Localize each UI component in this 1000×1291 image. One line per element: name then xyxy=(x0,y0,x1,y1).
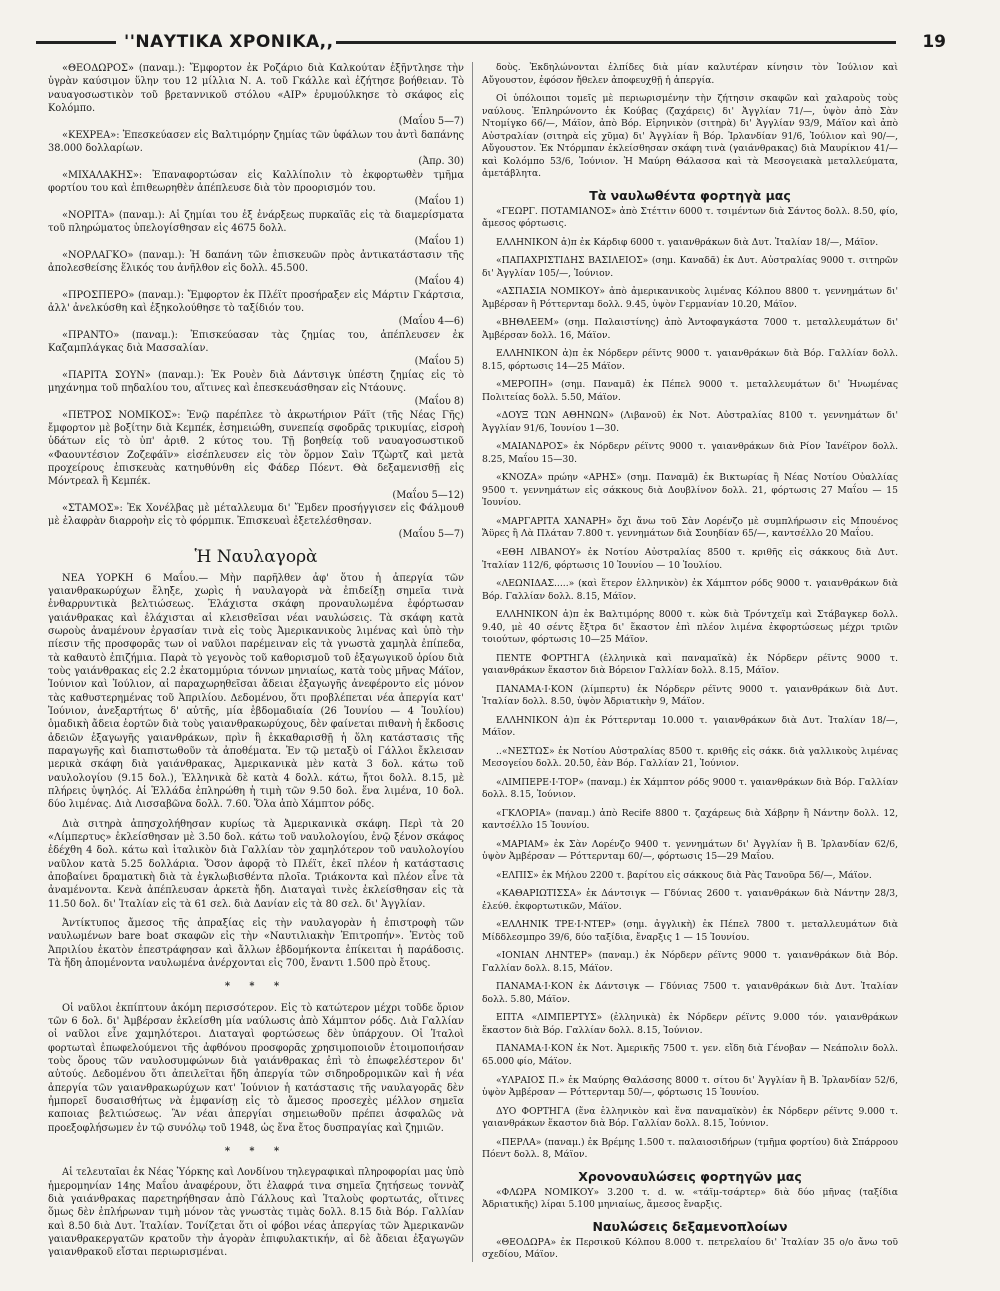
charter-item: ΔΥΟ ΦΟΡΤΗΓΑ (ἕνα ἑλληνικὸν καὶ ἕνα παναμαϊκὸν) ἐκ Νόρδερν ρέϊντς 9.000 τ. γαιανθράκων ἕκαστον διὰ Βόρ. Γαλλίαν δολλ. 8.15, Ἰούνιον. xyxy=(482,1105,898,1130)
charter-item: «ΓΚΛΟΡΙΑ» (παναμ.) ἀπὸ Recife 8800 τ. ζαχάρεως διὰ Χάβρην ἢ Νάντην δολλ. 12, καντσέλλο 15 Ἰουνίου. xyxy=(482,807,898,832)
charter-item: «ΜΑΙΑΝΔΡΟΣ» ἐκ Νόρδερν ρέϊντς 9000 τ. γαιανθράκων διὰ Ρίον Ἰανέϊρον δολλ. 8.25, Μαΐου 15—30. xyxy=(482,441,898,465)
tanker-charters-heading: Ναυλώσεις δεξαμενοπλοίων xyxy=(592,1218,788,1234)
incident-date: (Μαΐου 5) xyxy=(414,356,464,368)
masthead-rule-right xyxy=(336,41,896,44)
charter-item: «ΚΑΘΑΡΙΩΤΙΣΣΑ» ἐκ Δάντσιγκ — Γδύνιας 2600 τ. γαιανθράκων διὰ Νάντην 28/3, ἐλεύθ. ἐκφορτωτικῶν, Μάϊον. xyxy=(482,888,898,912)
left-column xyxy=(48,62,464,1266)
charter-item: ΕΛΛΗΝΙΚΟΝ ἀ)π ἐκ Κάρδιφ 6000 τ. γαιανθράκων διὰ Δυτ. Ἰταλίαν 18/—, Μάϊον. xyxy=(496,236,879,248)
charter-item: «ΜΕΡΟΠΗ» (σημ. Παναμᾶ) ἐκ Πέπελ 9000 τ. μεταλλευμάτων δι' Ἡνωμένας Πολιτείας δολλ. 5.50, Μάϊον. xyxy=(482,379,898,403)
masthead xyxy=(36,32,946,54)
incident-date: (Μαΐου 8) xyxy=(414,396,464,408)
incident-date: (Μαΐου 1) xyxy=(414,236,464,248)
article-paragraph: Οἱ ὑπόλοιποι τομεῖς μὲ περιωρισμένην τὴν ζήτησιν σκαφῶν καὶ χαλαροὺς τοὺς ναύλους. Ἐπληρώνοντο ἐκ Κούβας (ζαχάρεις) δι' Ἀγγλίαν 71/—, ὑψὸν ἀπὸ Σὰν Ντομίγκο 66/—, Μάϊον, ἀπὸ Βόρ. Εἰρηνικὸν (σιτηρὰ) δι' Ἀγγλίαν 93/9, Μάϊον καὶ ἀπὸ Αὐστραλίαν (σιτηρὰ εἰς χῦμα) δι' Ἀγγλίαν ἢ Βόρ. Ἰρλανδίαν 91/6, Ἰούλιον καὶ 90/—, Αὔγουστον. Ἐκ Ντόρμπαν ἐκλείσθησαν σκάφη τινὰ (γαιάνθρακας) διὰ Μαυρίκιον 41/— καὶ Κολόμπο 53/6, Ἰούνιον. Ἡ Μαύρη Θάλασσα καὶ τὰ Μεσογειακὰ μεταλλεύματα, ἀμετάβλητα. xyxy=(482,93,898,180)
column-divider xyxy=(472,62,473,1262)
charter-item: ΕΛΛΗΝΙΚΟΝ ἀ)π ἐκ Βαλτιμόρης 8000 τ. κὼκ διὰ Τρόντχεϊμ καὶ Στάβαγκερ δολλ. 9.40, μὲ 40 σέντς ἔξτρα δι' ἕκαστον ἐπὶ πλέον λιμένα ἐκφορτώσεως μέχρι τριῶν τοιούτων, φόρτωσις 10—25 Μάϊον. xyxy=(482,609,898,646)
charter-item: «ΓΕΩΡΓ. ΠΟΤΑΜΙΑΝΟΣ» ἀπὸ Στέττιν 6000 τ. τσιμέντων διὰ Σάντος δολλ. 8.50, φίο, ἄμεσος φόρτωσις. xyxy=(482,205,898,230)
charter-item: ΕΛΛΗΝΙΚΟΝ ἀ)π ἐκ Νόρδερν ρέϊντς 9000 τ. γαιανθράκων διὰ Βόρ. Γαλλίαν δολλ. 8.15, φόρτωσις 14—25 Μάϊον. xyxy=(482,348,898,372)
time-charters-heading: Χρονοναυλώσεις φορτηγῶν μας xyxy=(578,1168,802,1184)
incident-date: (Μαΐου 4) xyxy=(414,276,464,288)
market-continuation xyxy=(482,62,898,181)
charter-item: «ΚΝΟΖΑ» πρώην «ΑΡΗΣ» (σημ. Παναμᾶ) ἐκ Βικτωρίας ἢ Νέας Νοτίου Οὐαλλίας 9500 τ. γεννημάτων εἰς σάκκους διὰ Δουβλίνον δολλ. 21, φόρτωσις 27 Μαΐου — 15 Ἰουνίου. xyxy=(482,472,898,509)
charter-item: ..«ΝΕΣΤΩΣ» ἐκ Νοτίου Αὐστραλίας 8500 τ. κριθῆς εἰς σάκκ. διὰ γαλλικοὺς λιμένας Μεσογείου δολλ. 20.50, ἐὰν Βόρ. Γαλλίαν 21, Ἰούνιον. xyxy=(482,745,898,770)
charter-item: ΕΛΛΗΝΙΚΟΝ ἀ)π ἐκ Ρόττερνταμ 10.000 τ. γαιανθράκων διὰ Δυτ. Ἰταλίαν 18/—, Μάϊον. xyxy=(482,714,898,739)
ship-incidents-list xyxy=(48,62,464,542)
incident-entry xyxy=(48,289,464,329)
charter-item: «ΛΕΩΝΙΔΑΣ.....» (καὶ ἕτερον ἑλληνικὸν) ἐκ Χάμπτον ρόδς 9000 τ. γαιανθράκων διὰ Βόρ. Γαλλίαν δολλ. 8.15, Μάϊον. xyxy=(482,578,898,602)
naulagora-article-continued xyxy=(48,1002,464,1135)
masthead-rule-left xyxy=(36,41,116,44)
incident-date: (Μαΐου 1) xyxy=(414,196,464,208)
charter-item: ΠΑΝΑΜΑ·Ι·ΚΟΝ ἐκ Δάντσιγκ — Γδύνιας 7500 τ. γαιανθράκων διὰ Δυτ. Ἰταλίαν δολλ. 5.80, Μάϊον. xyxy=(482,981,898,1005)
article-paragraph: Διὰ σιτηρὰ ἀπησχολήθησαν κυρίως τὰ Ἀμερικανικὰ σκάφη. Περὶ τὰ 20 «Λίμπερτυς» ἐκλείσθησαν μὲ 3.50 δολ. κάτω τοῦ ναυλολογίου, ἐνῷ ξένον σκάφος ἐδέχθη 4 δολ. κάτω καὶ ἰταλικὸν διὰ Γαλλίαν τὸν χαμηλότερον τοῦ ναυλολογίου ναῦλον κατὰ 5.25 δολλάρια. Ὅσον ἀφορᾷ τὸ Πλέϊτ, ἐκεῖ πλέον ἡ κατάστασις ἀποβαίνει δραματικὴ διὰ τὰ ἐγκλωβισθέντα πλοῖα. Τριάκοντα καὶ πλέον εἶνε τὰ ἀναμένοντα. Κενὰ ἀπέπλευσαν ἀρκετὰ ἤδη. Διαταγαὶ τινὲς ἐκλείσθησαν εἰς τὰ 11.50 δολ. δι' Ἰταλίαν εἰς τὰ 61 σελ. διὰ Δανίαν εἰς τὰ 80 σελ. δι' Ἀγγλίαν. xyxy=(48,818,464,910)
charter-item: ΠΕΝΤΕ ΦΟΡΤΗΓΑ (ἑλληνικὰ καὶ παναμαϊκὰ) ἐκ Νόρδερν ρέϊντς 9000 τ. γαιανθράκων ἕκαστον διὰ Βόρειον Γαλλίαν δολλ. 8.15, Μάϊον. xyxy=(482,652,898,677)
incident-date: (Μαΐου 5—7) xyxy=(398,116,464,128)
publication-title: ''ΝΑΥΤΙΚΑ ΧΡΟΝΙΚΑ,, xyxy=(124,32,334,52)
incident-entry xyxy=(48,369,464,409)
incident-text: «ΠΡΑΝΤΟ» (παναμ.): Ἐπισκεύασαν τὰς ζημίας του, ἀπέπλευσεν ἐκ Καζαμπλάγκας διὰ Μασσαλίαν. xyxy=(48,329,464,354)
incident-text: «ΝΟΡΛΑΓΚΟ» (παναμ.): Ἡ δαπάνη τῶν ἐπισκευῶν πρὸς ἀντικατάστασιν τῆς ἀπολεσθείσης ἕλικός του ἀνῆλθον εἰς δολλ. 45.500. xyxy=(48,249,464,274)
incident-entry xyxy=(48,62,464,129)
incident-entry xyxy=(48,249,464,289)
charter-item: «ΥΛΡΑΙΟΣ Π.» ἐκ Μαύρης Θαλάσσης 8000 τ. σίτου δι' Ἀγγλίαν ἢ Β. Ἰρλανδίαν 52/6, ὑψὸν Ἀμβέρσαν — Ρόττερνταμ 50/—, φόρτωσις 15 Ἰουνίου. xyxy=(482,1074,898,1099)
incident-entry xyxy=(48,409,464,502)
incident-date: (Ἀπρ. 30) xyxy=(418,156,464,168)
incident-text: «ΠΕΤΡΟΣ ΝΟΜΙΚΟΣ»: Ἐνῷ παρέπλεε τὸ ἀκρωτήριον Ράϊτ (τῆς Νέας Γῆς) ἔμφορτον μὲ βοξίτην διὰ Κεμπέκ, ἐσημειώθη, συνεπείᾳ σφοδρᾶς τρικυμίας, εἰσροὴ ὑδάτων εἰς τὸ ὑπ' ἀριθ. 2 κύτος του. Τῇ βοηθείᾳ τοῦ ναυαγοσωστικοῦ «Φαουντέσιον Ζοζεφάϊν» εἰσέπλευσεν εἰς τὸν ὅρμον Σαὶν Τζὼρτζ καὶ μετὰ προχείρους ἐπισκευὰς κατηυθύνθη εἰς Φάδερ Πόεντ. Θὰ δεξαμενισθῇ εἰς Μόντρεαλ ἢ Κεμπέκ. xyxy=(48,409,464,488)
charter-item: «ΕΘΗ ΛΙΒΑΝΟΥ» ἐκ Νοτίου Αὐστραλίας 8500 τ. κριθῆς εἰς σάκκους διὰ Δυτ. Ἰταλίαν 112/6, φόρτωσις 10 Ἰουνίου — 10 Ἰουλίου. xyxy=(482,546,898,571)
page-number: 19 xyxy=(922,32,946,52)
time-charter-item: «ΦΛΩΡΑ ΝΟΜΙΚΟΥ» 3.200 τ. d. w. «τάϊμ-τσάρτερ» διὰ δύο μῆνας (ταξίδια Ἀδριατικῆς) λίραι 5.100 μηνιαίως, ἄμεσος ἔναρξις. xyxy=(482,1186,898,1211)
incident-entry xyxy=(48,502,464,542)
incident-text: «ΜΙΧΑΛΑΚΗΣ»: Ἐπαναφορτώσαν εἰς Καλλίπολιν τὸ ἐκφορτωθὲν τμῆμα φορτίου του καὶ ἐπιθεωρηθὲν ἀπέπλευσε διὰ τὸν προορισμόν του. xyxy=(48,169,464,194)
charter-item: «ΜΑΡΓΑΡΙΤΑ ΧΑΝΑΡΗ» ὄχι ἄνω τοῦ Σὰν Λορένζο μὲ συμπλήρωσιν εἰς Μπουένος Ἄϋρες ἢ Λὰ Πλάταν 7.800 τ. γεννημάτων διὰ Σουηδίαν 65/—, καντσέλλο 20 Μαΐου. xyxy=(482,515,898,540)
charter-item: «ΜΑΡΙΑΜ» ἐκ Σὰν Λορένζο 9400 τ. γεννημάτων δι' Ἀγγλίαν ἢ Β. Ἰρλανδίαν 62/6, ὑψὸν Ἀμβέρσαν — Ρόττερνταμ 60/—, φόρτωσις 15—29 Μαΐου. xyxy=(482,838,898,863)
right-column xyxy=(482,62,898,1268)
incident-text: «ΣΤΑΜΟΣ»: Ἐκ Χονέλβας μὲ μέταλλευμα δι' Ἔμδεν προσήγγισεν εἰς Φάλμουθ μὲ ἐλαφρὰν διαρροὴν εἰς τὸ φόρμπικ. Ἐπισκευαὶ ἐξετελέσθησαν. xyxy=(48,502,464,528)
charter-item: ΠΑΝΑΜΑ·Ι·ΚΟΝ (λίμπερτυ) ἐκ Νόρδερν ρέϊντς 9000 τ. γαιανθράκων διὰ Δυτ. Ἰταλίαν δολλ. 8.50, ὑψὸν Ἀδριατικὴν 9, Μάϊον. xyxy=(482,683,898,708)
section-separator: * * * xyxy=(224,981,288,993)
incident-date: (Μαΐου 5—12) xyxy=(392,489,464,501)
incident-text: «ΝΟΡΙΤΑ» (παναμ.): Αἱ ζημίαι του ἐξ ἐνάρξεως πυρκαϊᾶς εἰς τὰ διαμερίσματα τοῦ πληρώματος ὑπελογίσθησαν εἰς 4675 δολλ. xyxy=(48,209,464,234)
chartered-freighters-heading: Τὰ ναυλωθέντα φορτηγὰ μας xyxy=(589,187,791,203)
charter-item: «ΕΛΛΗΝΙΚ ΤΡΕ·Ι·ΝΤΕΡ» (σημ. ἀγγλικὴ) ἐκ Πέπελ 7800 τ. μεταλλευμάτων διὰ Μίδδλεσμπρο 39/6, δύο ταξίδια, ἔναρξις 1 — 15 Ἰουνίου. xyxy=(482,919,898,943)
section-separator-2: * * * xyxy=(224,1145,288,1157)
incident-date: (Μαΐου 5—7) xyxy=(398,529,464,541)
time-charters-list xyxy=(482,1187,898,1212)
charter-item: «ΒΗΘΛΕΕΜ» (σημ. Παλαιστίνης) ἀπὸ Ἀντοφαγκάστα 7000 τ. μεταλλευμάτων δι' Ἀμβέρσαν δολλ. 16, Μάϊον. xyxy=(482,317,898,341)
charter-item: «ΙΟΝΙΑΝ ΛΗΝΤΕΡ» (παναμ.) ἐκ Νόρδερν ρέϊντς 9000 τ. γαιανθράκων διὰ Βόρ. Γαλλίαν δολλ. 8.15, Μάϊον. xyxy=(482,950,898,974)
naulagora-article xyxy=(48,572,464,971)
charter-item: «ΠΑΠΑΧΡΙΣΤΙΔΗΣ ΒΑΣΙΛΕΙΟΣ» (σημ. Καναδᾶ) ἐκ Δυτ. Αὐστραλίας 9000 τ. σιτηρῶν δι' Ἀγγλίαν 105/—, Ἰούνιον. xyxy=(482,255,898,279)
incident-entry xyxy=(48,329,464,369)
incident-text: «ΠΑΡΙΤΑ ΣΟΥΝ» (παναμ.): Ἐκ Ρουὲν διὰ Δάντσιγκ ὑπέστη ζημίας εἰς τὸ μηχάνημα τοῦ πηδαλίου του, αἵτινες καὶ ἐπεσκευάσθησαν εἰς Ντάουνς. xyxy=(48,369,464,394)
article-paragraph: Αἱ τελευταῖαι ἐκ Νέας Ὑόρκης καὶ Λονδίνου τηλεγραφικαὶ πληροφορίαι μας ὑπὸ ἡμερομηνίαν 14ης Μαΐου ἀναφέρουν, ὅτι ἐλαφρά τινα σημεῖα ζητήσεως τοννὰζ διὰ γαιάνθρακας παρετηρήθησαν ἀπὸ Γάλλους καὶ Ἰταλοὺς φορτωτάς, οἵτινες ὅμως δὲν ἐπλήρωναν τιμὴ μόνον τὰς γνωστὰς τιμὰς δολλ. 8.15 διὰ Βόρ. Γαλλίαν καὶ 8.50 διὰ Δυτ. Ἰταλίαν. Τονίζεται ὅτι οἱ φόβοι νέας ἀπεργίας τῶν Ἀμερικανῶν γαιανθρακεργατῶν κρατοῦν τὴν ἀγορὰν ἐπιφυλακτικήν, αἱ δὲ ἄδειαι ἐξαγωγῶν γαιανθρακοῦ εἴσται περιωρισμέναι. xyxy=(48,1167,464,1259)
chartered-freighters-list xyxy=(482,206,898,1162)
article-paragraph: Οἱ ναῦλοι ἐκπίπτουν ἀκόμη περισσότερον. Εἰς τὸ κατώτερον μέχρι τοῦδε ὅριον τῶν 6 δολ. δι' Ἀμβέρσαν ἐκλείσθη μία ναύλωσις ἀπὸ Χάμπτον ρόδς. Διὰ Γαλλίαν οἱ ναῦλοι εἶνε χαμηλότεροι. Διαταγαὶ φορτώσεως δὲν ὑπάρχουν. Οἱ Ἰταλοὶ φορτωταὶ ἐπωφελούμενοι τῆς ἀφθόνου προσφορᾶς χρησιμοποιοῦν ἐτοιμοποιήσαν τοὺς ὅρους τῶν ναυλοσυμφώνων διὰ γαιάνθρακας ἐπὶ τὸ ἐπωφελέστερον δι' αὐτούς. Δεδομένου ὅτι ἀπειλεῖται ἤδη ἀπεργία τῶν σιδηροδρομικῶν καὶ ἡ νέα ἀπεργία τῶν γαιανθρακωρύχων κατ' Ἰούνιον ἡ κατάστασις τῆς ναυλαγορᾶς δὲν ἠμπορεῖ δυσαισθήτως νὰ ἐμφανίσῃ εἰς τὸ ἄμεσος προσεχὲς μέλλον σημεῖα καποιας βελτιώσεως. Ἂν νέαι ἀπεργίαι σημειωθοῦν πρέπει ἀσφαλῶς νὰ προεξοφλήσωμεν ἐν τῷ συνόλῳ τοῦ 1948, ὡς ἕνα ἔτος δυσπραγίας καὶ ζημιῶν. xyxy=(48,1002,464,1134)
incident-text: «ΠΡΟΣΠΕΡΟ» (παναμ.): Ἔμφορτον ἐκ Πλέϊτ προσήραξεν εἰς Μάρτιν Γκάρτσια, ἀλλ' ἀνελκύσθη καὶ ἐξηκολούθησε τὸ ταξίδιόν του. xyxy=(48,289,464,314)
incident-entry xyxy=(48,129,464,169)
incident-date: (Μαΐου 4—6) xyxy=(398,316,464,328)
charter-item: «ΠΕΡΛΑ» (παναμ.) ἐκ Βρέμης 1.500 τ. παλαιοσιδήρων (τμῆμα φορτίου) διὰ Σπάρροου Πόεντ δολλ. 8, Μάϊον. xyxy=(482,1136,898,1161)
charter-item: ΕΠΤΑ «ΛΙΜΠΕΡΤΥΣ» (ἑλληνικὰ) ἐκ Νόρδερν ρέϊντς 9.000 τόν. γαιανθράκων ἕκαστον διὰ Βόρ. Γαλλίαν δολλ. 8.15, Ἰούνιον. xyxy=(482,1012,898,1036)
charter-item: «ΑΣΠΑΣΙΑ ΝΟΜΙΚΟΥ» ἀπὸ ἀμερικανικοὺς λιμένας Κόλπου 8800 τ. γεννημάτων δι' Ἀμβέρσαν ἢ Ρόττερνταμ δολλ. 9.45, ὑψὸν Γερμανίαν 10.20, Μάϊον. xyxy=(482,286,898,310)
incident-entry xyxy=(48,169,464,209)
naulagora-heading: Ἡ Ναυλαγορὰ xyxy=(194,546,318,567)
naulagora-latest-news xyxy=(48,1166,464,1259)
incident-entry xyxy=(48,209,464,249)
charter-item: «ΛΙΜΠΕΡΕ·Ι·ΤΟΡ» (παναμ.) ἐκ Χάμπτον ρόδς 9000 τ. γαιανθράκων διὰ Βόρ. Γαλλίαν δολλ. 8.15, Ἰούνιον. xyxy=(482,776,898,801)
article-paragraph: ΝΕΑ ΥΟΡΚΗ 6 Μαΐου.— Μὴν παρῆλθεν ἀφ' ὅτου ἡ ἀπεργία τῶν γαιανθρακωρύχων ἔληξε, χωρὶς ἡ ναυλαγορὰ νὰ ἐπιδείξῃ σημεῖα τινὰ ἐνθαρρυντικὰ βελτιώσεως. Ἐλάχιστα σκάφη προναυλωμένα ἐφόρτωσαν γαιάνθρακας καὶ ἐλάχισται αἱ κλεισθεῖσαι νέαι ναυλώσεις. Τὰ σκάφη κατὰ σωροὺς ἀναμένουν ἐργασίαν τινὰ εἰς τοὺς Ἀμερικανικοὺς λιμένας καὶ ὑπὸ τὴν πίεσιν τῆς προσφορᾶς των οἱ ναῦλοι παρέμειναν εἰς τὰ γνωστὰ χαμηλὰ ἐπίπεδα, τὰ καθαυτὸ ἐπιζήμια. Παρὰ τὸ γεγονὸς τοῦ καθορισμοῦ τοῦ ἐξαγωγικοῦ ὁρίου διὰ τοὺς γαιάνθρακας εἰς 2.2 ἑκατομμύρια τόννων μηνιαίως, κατὰ τοὺς μῆνας Μάϊον, Ἰούνιον καὶ Ἰούλιον, αἱ παραχωρηθεῖσαι ἄδειαι ἐξαγωγῆς ἀνεφέροντο εἰς μόνον τὰς καθυστερημένας τοῦ Ἀπριλίου. Δεδομένου, ὅτι προβλέπεται νέα ἀπεργία κατ' Ἰούνιον, ἀνεξαρτήτως δ' αὐτῆς, μία ἑβδομαδιαία (26 Ἰουνίου — 4 Ἰουλίου) ὁμαδικὴ ἄδεια ἑορτῶν διὰ τοὺς γαιανθρακωρύχους, δὲν φαίνεται πιθανὴ ἡ ἔκδοσις ἀδειῶν ἐξαγωγῆς γαιανθράκων, πρὶν ἢ ἐκκαθαρισθῇ ἡ ὅλη κατάστασις τῆς παραγωγῆς καὶ διαπιστωθοῦν τὰ ἀποθέματα. Ἐν τῷ μεταξὺ οἱ Γάλλοι ἔκλεισαν μερικὰ σκάφη διὰ γαιάνθρακας, Ἀμερικανικὰ μὲν κατὰ 3 δολ. κάτω τοῦ ναυλολογίου (9.15 δολ.), Ἑλληνικὰ δὲ κατὰ 4 δολλ. κάτω, ἤτοι δολλ. 8.15, μὲ πλήρεις ὑψηλός. Αἱ Ἑλλάδα ἐπληρώθη ἡ τιμὴ τῶν 9.50 δολ. ἕνα λιμένα, 10 δολ. δύο λιμένας. Διὰ Λισσαβῶνα δολλ. 7.60. Ὅλα ἀπὸ Χάμπτον ρόδς. xyxy=(48,572,464,811)
tanker-charters-list xyxy=(482,1237,898,1262)
incident-text: «ΘΕΟΔΩΡΟΣ» (παναμ.): Ἔμφορτον ἐκ Ροζάριο διὰ Καλκούταν ἐξῆντλησε τὴν ὑγρὰν καύσιμον ὕλην του 12 μίλλια Ν. Α. τοῦ Γκάλλε καὶ ἐζήτησε βοήθειαν. Τὸ ναυαγοσωστικὸν τοῦ βρεταννικοῦ στόλου «ΑΙΡ» ἐρυμούλκησε τὸ σκάφος εἰς Κολόμπο. xyxy=(48,63,464,114)
charter-item: «ΔΟΥΞ ΤΩΝ ΑΘΗΝΩΝ» (Λιβανοῦ) ἐκ Νοτ. Αὐστραλίας 8100 τ. γεννημάτων δι' Ἀγγλίαν 91/6, Ἰουνίου 1—30. xyxy=(482,410,898,434)
charter-item: ΠΑΝΑΜΑ·Ι·ΚΟΝ ἐκ Νοτ. Ἀμερικῆς 7500 τ. γεν. εἴδη διὰ Γένοβαν — Νεάπολιν δολλ. 65.000 φίο, Μάϊον. xyxy=(482,1043,898,1067)
article-paragraph: δοὺς. Ἐκδηλώνονται ἐλπίδες διὰ μίαν καλυτέραν κίνησιν τὸν Ἰούλιον καὶ Αὔγουστον, ἐφόσον ἤθελεν ἀποφευχθῇ ἡ ἀπεργία. xyxy=(482,62,898,86)
incident-text: «ΚΕΧΡΕΑ»: Ἐπεσκεύασεν εἰς Βαλτιμόρην ζημίας τῶν ὑφάλων του ἀντὶ δαπάνης 38.000 δολλαρίων. xyxy=(48,129,464,154)
tanker-charter-item: «ΘΕΟΔΩΡΑ» ἐκ Περσικοῦ Κόλπου 8.000 τ. πετρελαίου δι' Ἰταλίαν 35 ο/ο ἄνω τοῦ σχεδίου, Μάϊον. xyxy=(482,1236,898,1261)
article-paragraph: Ἀντίκτυπος ἄμεσος τῆς ἀπραξίας εἰς τὴν ναυλαγορὰν ἡ ἐπιστροφὴ τῶν ναυλωμένων bare boat σκαφῶν εἰς τὴν «Ναυτιλιακὴν Ἐπιτροπήν». Ἐντὸς τοῦ Ἀπριλίου ἑκατὸν ἐπεστράφησαν καὶ ἄλλων ἑβδομήκοντα ἐπίκειται ἡ παράδοσις. Τὰ ἤδη ἀπομένοντα ναυλωμένα ἀνέρχονται εἰς 700, ἔναντι 1.500 πρὸ ἔτους. xyxy=(48,918,464,969)
charter-item: «ΕΛΠΙΣ» ἐκ Μήλου 2200 τ. βαρίτου εἰς σάκκους διὰ Ρὰς Τανοῦρα 56/—, Μάϊον. xyxy=(496,869,872,881)
